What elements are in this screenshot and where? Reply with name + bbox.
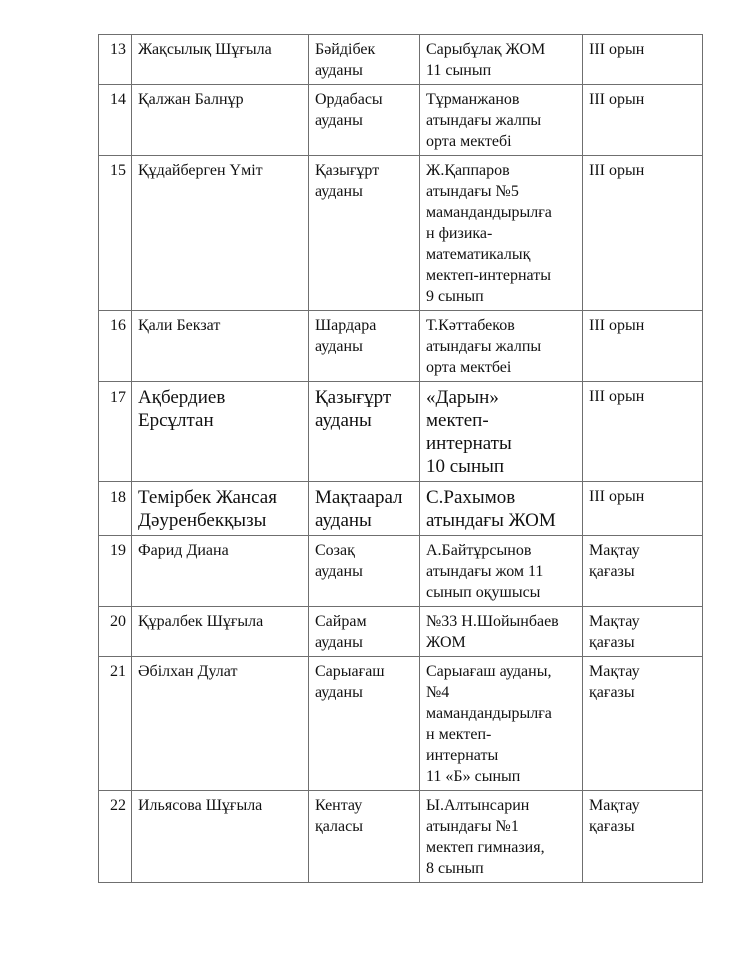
school: Тұрманжанов атындағы жалпы орта мектебі: [420, 85, 583, 156]
district: Кентау қаласы: [309, 791, 420, 883]
school: Сарыбұлақ ЖОМ 11 сынып: [420, 35, 583, 85]
district: Ордабасы ауданы: [309, 85, 420, 156]
row-number: 16: [99, 311, 132, 382]
row-number: 15: [99, 156, 132, 311]
student-name: Әбілхан Дулат: [132, 657, 309, 791]
row-number: 20: [99, 607, 132, 657]
student-name: Ильясова Шұғыла: [132, 791, 309, 883]
student-name: Ақбердиев Ерсұлтан: [132, 382, 309, 482]
student-name: Құдайберген Үміт: [132, 156, 309, 311]
district: Қазығұрт ауданы: [309, 156, 420, 311]
school: Ы.Алтынсарин атындағы №1 мектеп гимназия, 8 сынып: [420, 791, 583, 883]
student-name: Құралбек Шұғыла: [132, 607, 309, 657]
table-row: [99, 482, 703, 536]
school: Ж.Қаппаров атындағы №5 мамандандырылға н физика- математикалық мектеп-интернаты 9 сынып: [420, 156, 583, 311]
student-name: Қалжан Балнұр: [132, 85, 309, 156]
school: С.Рахымов атындағы ЖОМ: [420, 482, 583, 536]
place-award: Мақтау қағазы: [583, 657, 703, 791]
row-number: 19: [99, 536, 132, 607]
place-award: III орын: [583, 85, 703, 156]
row-number: 13: [99, 35, 132, 85]
row-number: 18: [99, 482, 132, 536]
district: Шардара ауданы: [309, 311, 420, 382]
table-row: [99, 657, 703, 791]
table-row: [99, 156, 703, 311]
school: №33 Н.Шойынбаев ЖОМ: [420, 607, 583, 657]
results-table: [98, 34, 703, 883]
place-award: Мақтау қағазы: [583, 791, 703, 883]
school: «Дарын» мектеп- интернаты 10 сынып: [420, 382, 583, 482]
row-number: 22: [99, 791, 132, 883]
student-name: Фарид Диана: [132, 536, 309, 607]
place-award: III орын: [583, 156, 703, 311]
place-award: III орын: [583, 382, 703, 482]
school: А.Байтұрсынов атындағы жом 11 сынып оқушысы: [420, 536, 583, 607]
table-row: [99, 311, 703, 382]
row-number: 14: [99, 85, 132, 156]
district: Мақтаарал ауданы: [309, 482, 420, 536]
district: Қазығұрт ауданы: [309, 382, 420, 482]
table-row: [99, 536, 703, 607]
row-number: 21: [99, 657, 132, 791]
place-award: Мақтау қағазы: [583, 536, 703, 607]
table-row: [99, 382, 703, 482]
table-row: [99, 791, 703, 883]
table-row: [99, 35, 703, 85]
school: Т.Кәттабеков атындағы жалпы орта мектбеі: [420, 311, 583, 382]
place-award: III орын: [583, 35, 703, 85]
place-award: III орын: [583, 311, 703, 382]
place-award: III орын: [583, 482, 703, 536]
row-number: 17: [99, 382, 132, 482]
table-row: [99, 85, 703, 156]
place-award: Мақтау қағазы: [583, 607, 703, 657]
results-table-body: [99, 35, 703, 883]
district: Сайрам ауданы: [309, 607, 420, 657]
table-row: [99, 607, 703, 657]
district: Бәйдібек ауданы: [309, 35, 420, 85]
student-name: Жақсылық Шұғыла: [132, 35, 309, 85]
district: Созақ ауданы: [309, 536, 420, 607]
student-name: Темірбек Жансая Дәуренбекқызы: [132, 482, 309, 536]
student-name: Қали Бекзат: [132, 311, 309, 382]
district: Сарыағаш ауданы: [309, 657, 420, 791]
school: Сарыағаш ауданы, №4 мамандандырылға н мектеп- интернаты 11 «Б» сынып: [420, 657, 583, 791]
